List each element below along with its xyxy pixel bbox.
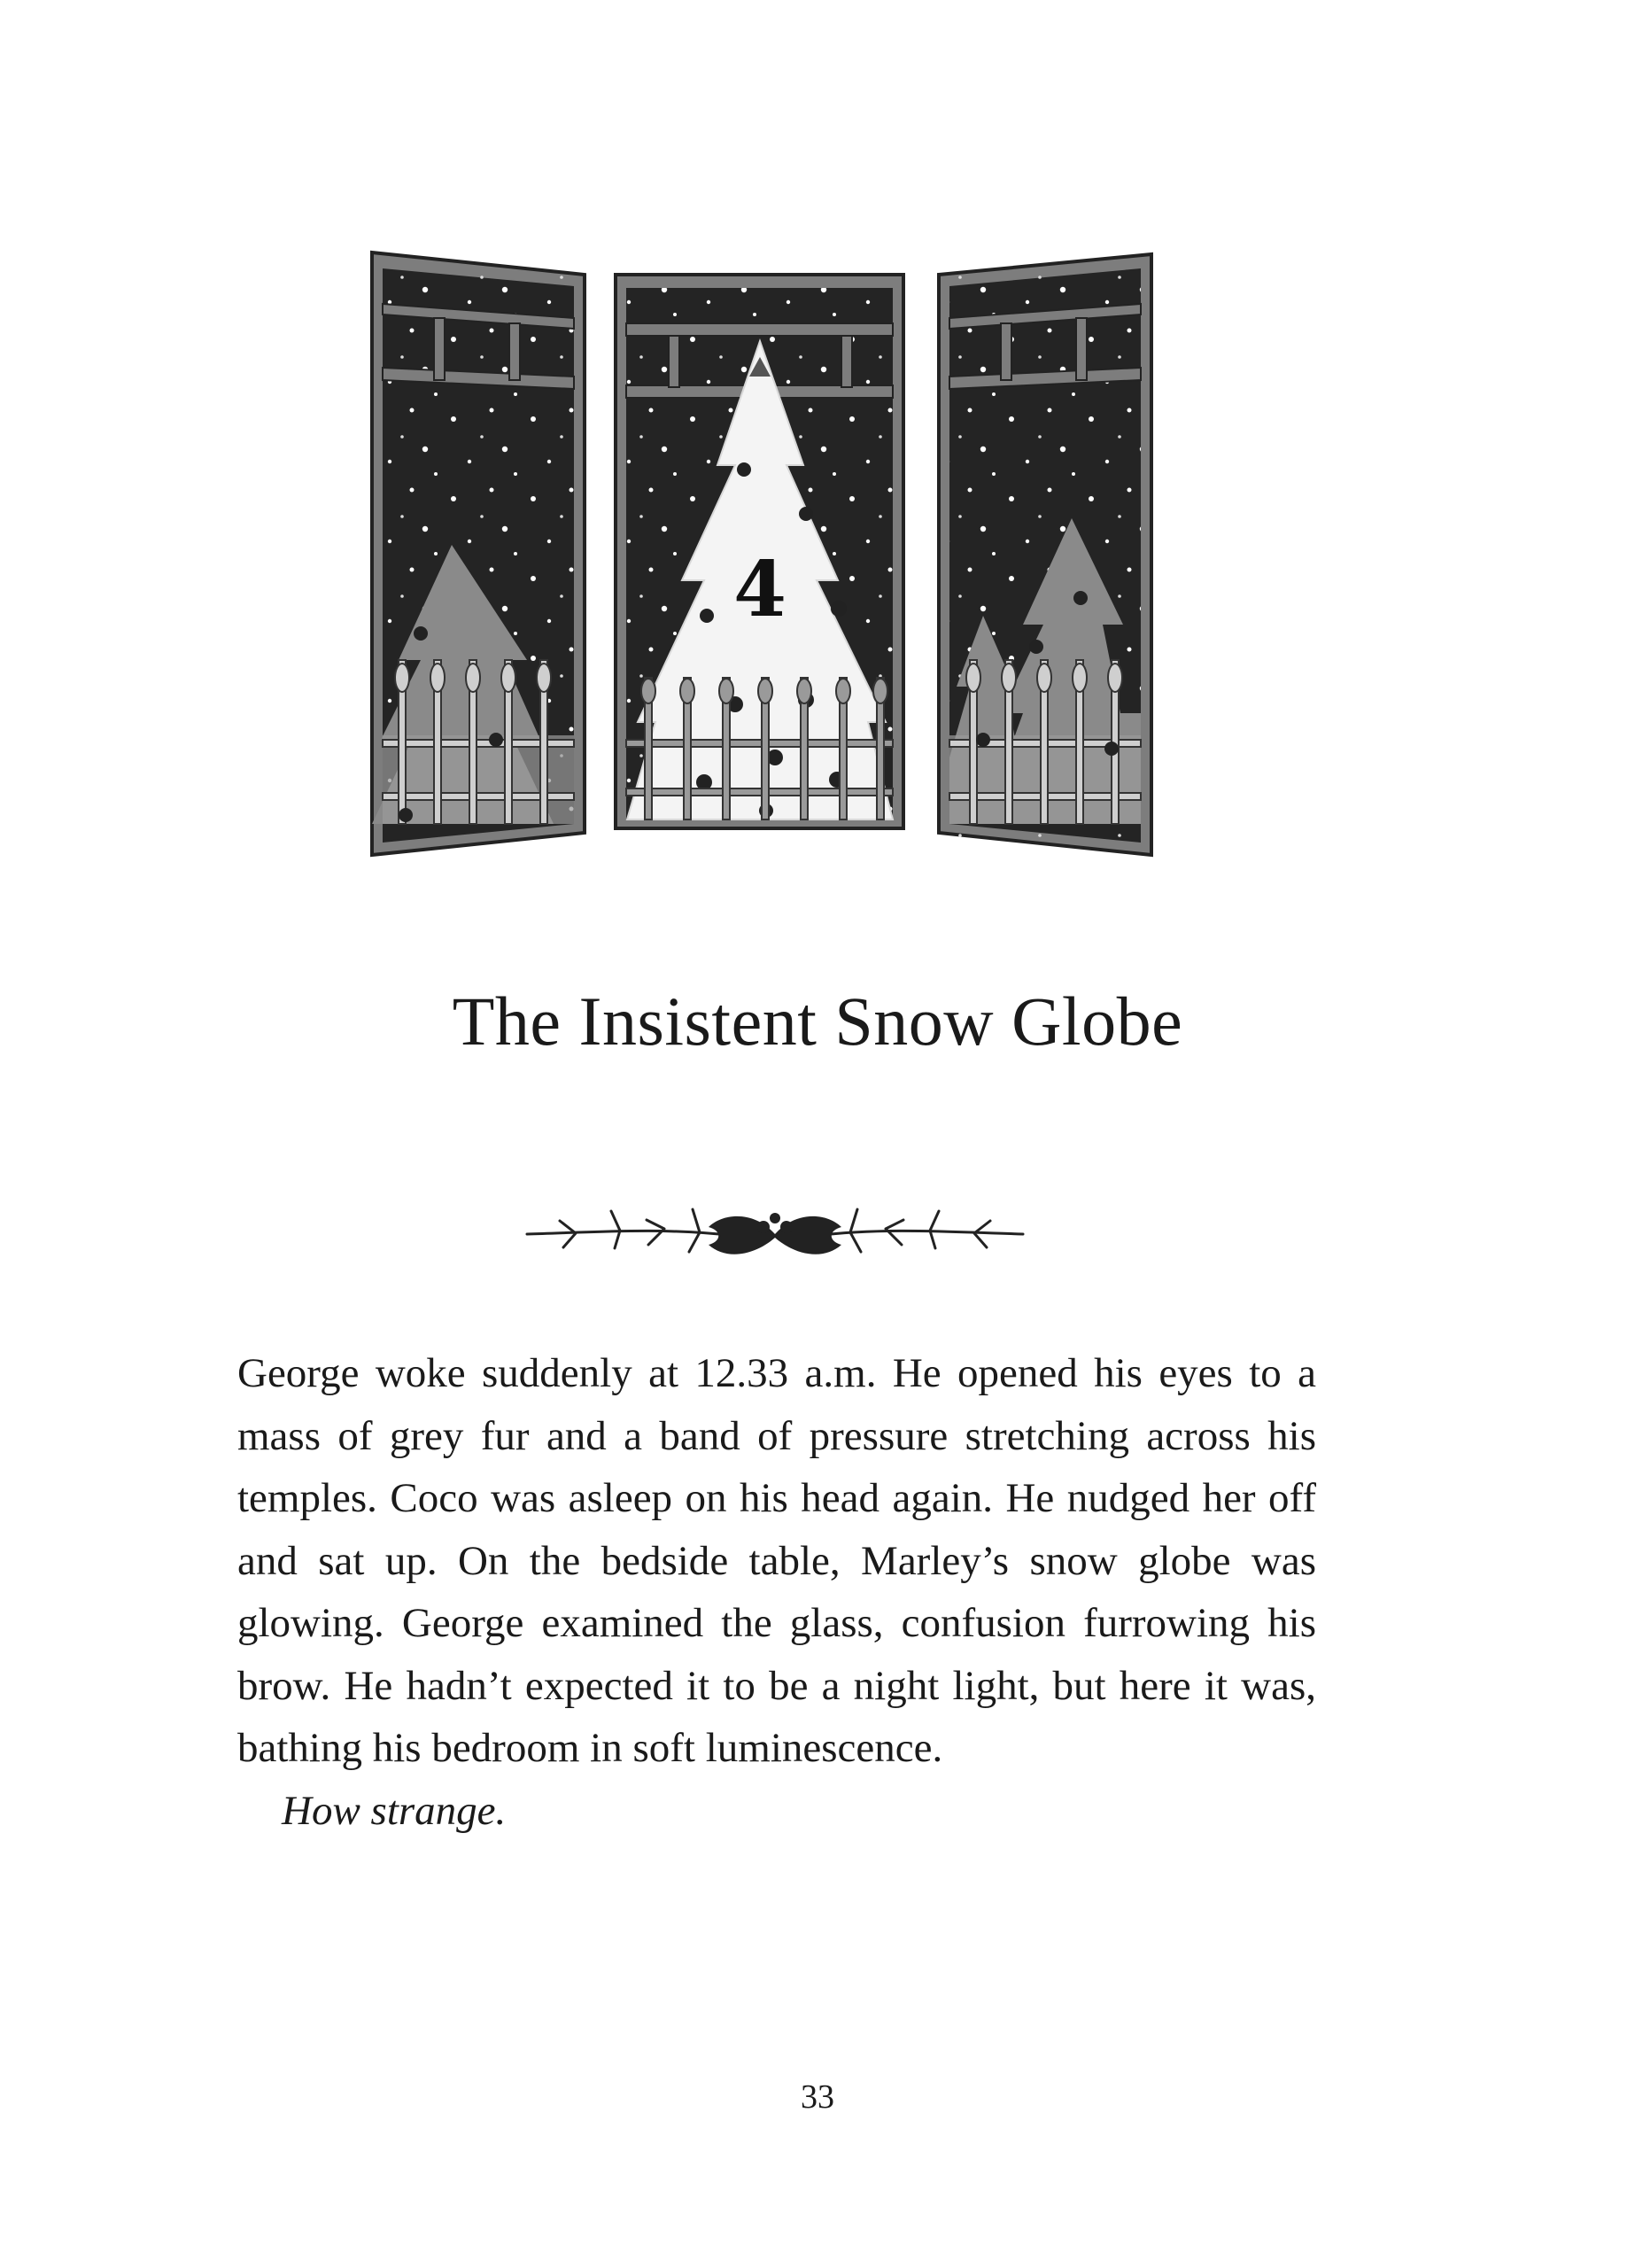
page-number: 33 (801, 2078, 834, 2116)
chapter-body (237, 1342, 1316, 1842)
chapter-title: The Insistent Snow Globe (452, 983, 1183, 1060)
italic-line: How strange. (282, 1787, 507, 1834)
chapter-number: 4 (733, 545, 787, 634)
right-window-pane (939, 254, 1151, 855)
chapter-illustration (363, 244, 1267, 882)
body-paragraph: George woke suddenly at 12.33 a.m. He opened his eyes to a mass of grey fur and a band of pressure stretching across his temples. Coco was asleep on his head again. He nudged her off and sat up. On the bedside table, Marley’s snow globe was glowing. George examined the glass, confusion furrowing his brow. He hadn’t expected it to be a night light, but here it was, bathing his bedroom in soft luminescence. (237, 1350, 1316, 1771)
holly-garland-icon (523, 1192, 1027, 1280)
center-window-pane (616, 275, 903, 828)
left-window-pane (372, 252, 585, 855)
